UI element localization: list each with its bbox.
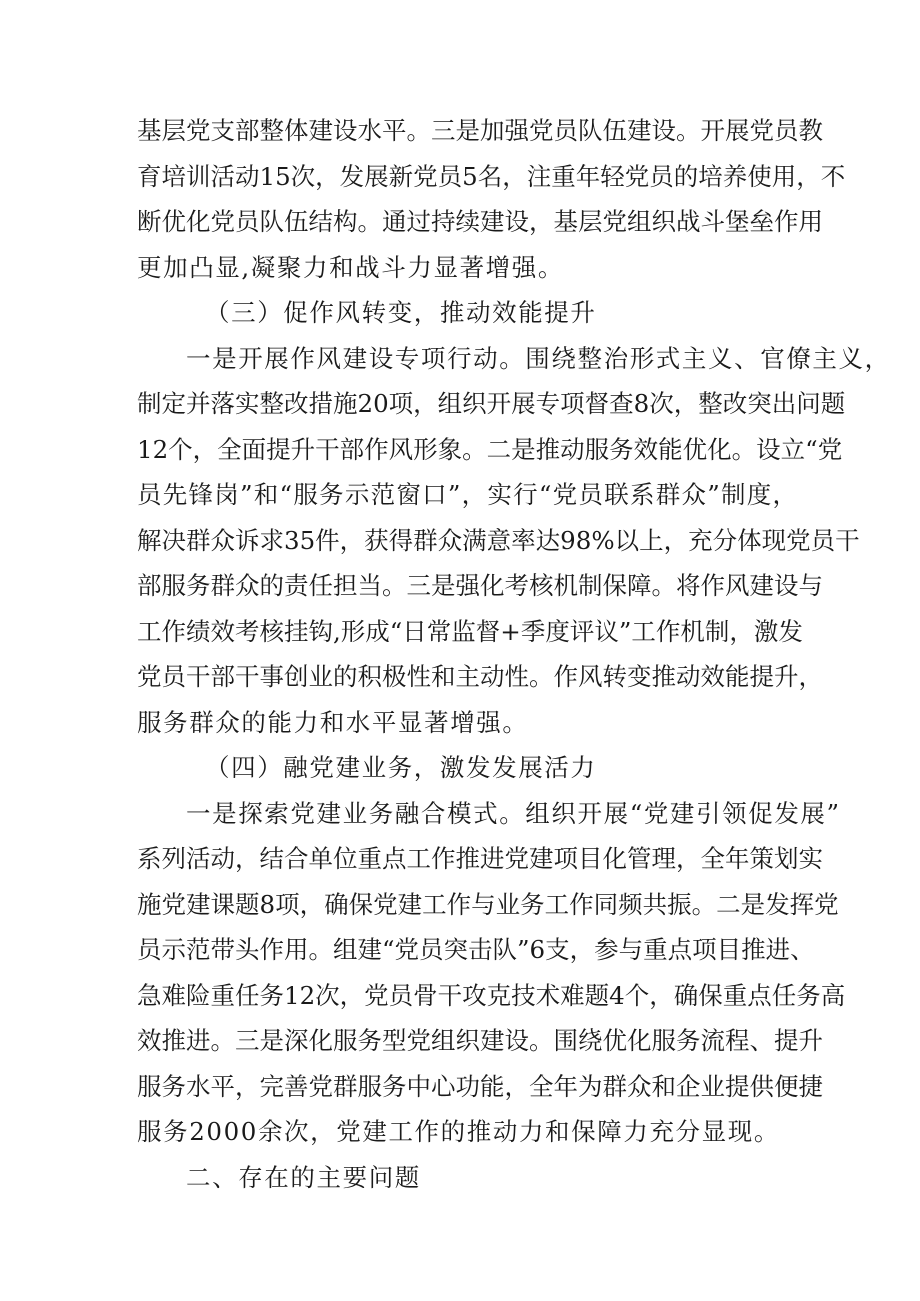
- paragraph-line: 急难险重任务12次，党员骨干攻克技术难题4个，确保重点任务高: [137, 980, 846, 1010]
- paragraph-line: 服务群众的能力和水平显著增强。: [137, 707, 529, 737]
- paragraph-line: 部服务群众的责任担当。三是强化考核机制保障。将作风建设与: [137, 571, 823, 600]
- section-heading: （三）促作风转变，推动效能提升: [205, 298, 597, 327]
- paragraph-line: 服务水平，完善党群服务中心功能，全年为群众和企业提供便捷: [137, 1071, 823, 1101]
- paragraph-line: 工作绩效考核挂钩,形成“日常监督+季度评议”工作机制，激发: [137, 616, 803, 646]
- paragraph-line: 施党建课题8项，确保党建工作与业务工作同频共振。二是发挥党: [137, 889, 839, 919]
- paragraph-line: 更加凸显,凝聚力和战斗力显著增强。: [137, 252, 564, 282]
- paragraph-line: 服务2000余次，党建工作的推动力和保障力充分显现。: [137, 1117, 780, 1146]
- paragraph-line: 一是开展作风建设专项行动。围绕整治形式主义、官僚主义，: [186, 343, 891, 373]
- paragraph-line: 解决群众诉求35件，获得群众满意率达98%以上，充分体现党员干: [137, 525, 860, 555]
- chapter-heading: 二、存在的主要问题: [186, 1162, 421, 1192]
- paragraph-line: 断优化党员队伍结构。通过持续建设，基层党组织战斗堡垒作用: [137, 207, 823, 236]
- paragraph-line: 系列活动，结合单位重点工作推进党建项目化管理，全年策划实: [137, 844, 823, 873]
- document-body: [137, 108, 891, 1200]
- paragraph-line: 12个，全面提升干部作风形象。二是推动服务效能优化。设立“党: [137, 434, 843, 464]
- paragraph-line: 员示范带头作用。组建“党员突击队”6支，参与重点项目推进、: [137, 935, 815, 964]
- paragraph-line: 效推进。三是深化服务型党组织建设。围绕优化服务流程、提升: [137, 1026, 823, 1055]
- paragraph-line: 员先锋岗”和“服务示范窗口”，实行“党员联系群众”制度，: [137, 480, 797, 509]
- paragraph-line: 党员干部干事创业的积极性和主动性。作风转变推动效能提升，: [137, 662, 823, 691]
- paragraph-line: 基层党支部整体建设水平。三是加强党员队伍建设。开展党员教: [137, 116, 823, 145]
- section-heading: （四）融党建业务，激发发展活力: [205, 753, 597, 782]
- paragraph-line: 育培训活动15次，发展新党员5名，注重年轻党员的培养使用，不: [137, 161, 846, 191]
- paragraph-line: 一是探索党建业务融合模式。组织开展“党建引领促发展”: [186, 798, 841, 828]
- paragraph-line: 制定并落实整改措施20项，组织开展专项督查8次，整改突出问题: [137, 389, 846, 418]
